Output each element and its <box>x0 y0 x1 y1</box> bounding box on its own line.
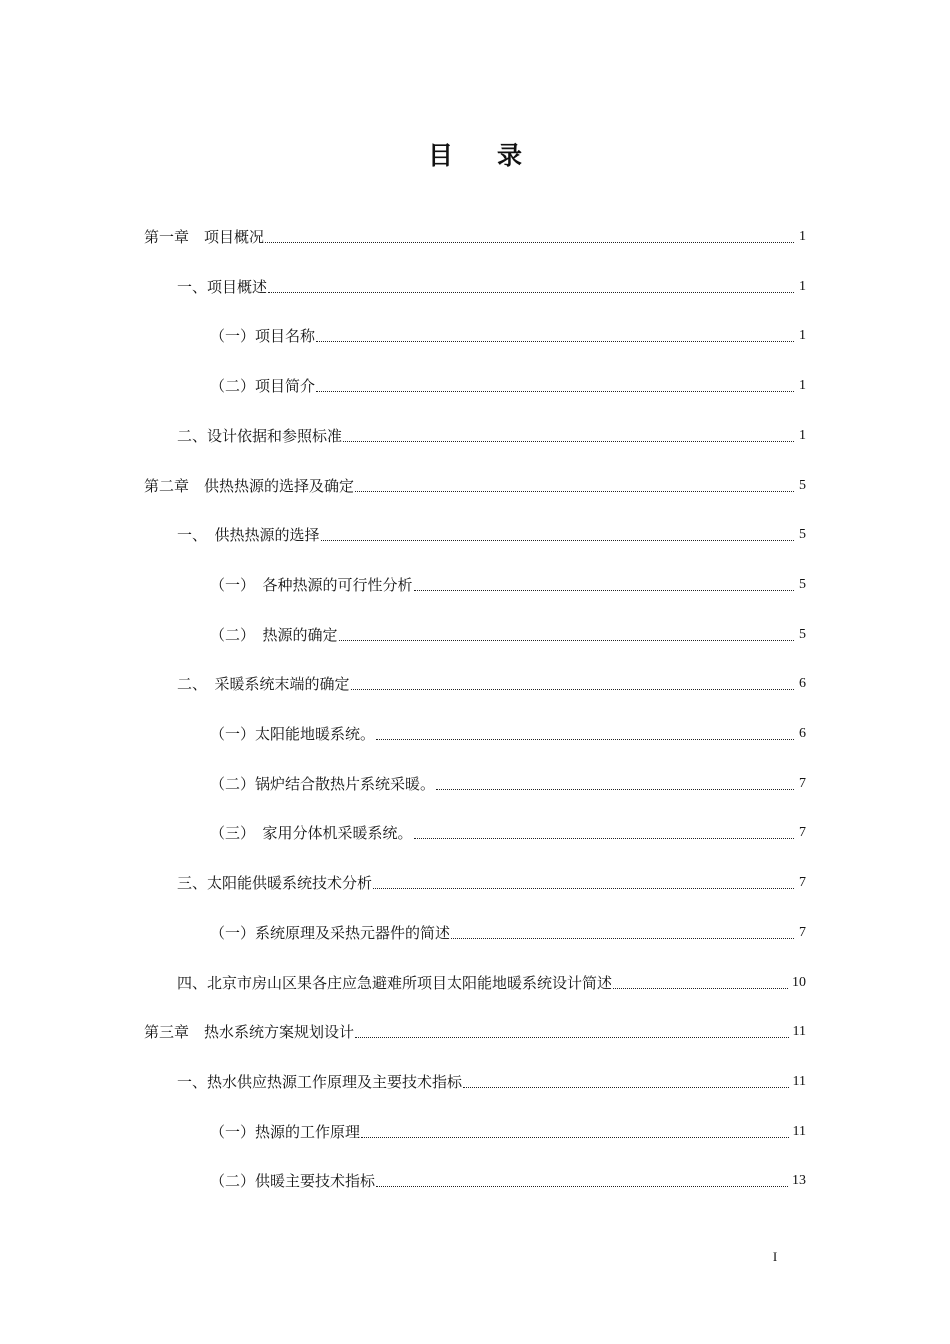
toc-entry-page: 11 <box>792 1124 806 1139</box>
toc-entry[interactable] <box>210 1121 806 1143</box>
toc-entry-title: （三） 家用分体机采暖系统。 <box>210 824 413 842</box>
dot-leader <box>436 788 794 790</box>
toc-entry[interactable] <box>210 624 806 646</box>
toc-entry-title: 一、项目概述 <box>177 278 268 296</box>
toc-entry-page: 6 <box>799 676 806 691</box>
dot-leader <box>373 887 794 889</box>
dot-leader <box>414 837 794 839</box>
toc-entry-title: 第二章 供热热源的选择及确定 <box>144 477 355 495</box>
dot-leader <box>268 291 794 293</box>
toc-entry-page: 7 <box>799 825 806 840</box>
toc-entry-title: （二）锅炉结合散热片系统采暖。 <box>210 775 436 793</box>
toc-entry[interactable] <box>177 972 806 994</box>
toc-entry[interactable] <box>210 922 806 944</box>
toc-entry-page: 11 <box>792 1024 806 1039</box>
toc-entry-title: 四、北京市房山区果各庄应急避难所项目太阳能地暖系统设计简述 <box>177 974 613 992</box>
toc-entry[interactable] <box>177 276 806 298</box>
toc-entry-title: 二、 采暖系统末端的确定 <box>177 675 350 693</box>
toc-entry-title: （二）供暖主要技术指标 <box>210 1172 376 1190</box>
toc-entry[interactable] <box>210 723 806 745</box>
toc-entry-title: 一、热水供应热源工作原理及主要技术指标 <box>177 1073 463 1091</box>
toc-entry[interactable] <box>177 673 806 695</box>
toc-entry[interactable] <box>177 1071 806 1093</box>
toc-entry[interactable] <box>177 872 806 894</box>
toc-entry-page: 1 <box>799 328 806 343</box>
toc-entry-page: 5 <box>799 527 806 542</box>
toc-entry-page: 11 <box>792 1074 806 1089</box>
toc-entry-title: （一） 各种热源的可行性分析 <box>210 576 413 594</box>
toc-entry-page: 13 <box>792 1173 806 1188</box>
toc-entry[interactable] <box>144 226 806 248</box>
toc-entry-page: 1 <box>799 428 806 443</box>
dot-leader <box>414 589 794 591</box>
toc-entry-page: 7 <box>799 875 806 890</box>
toc-entry-title: 第三章 热水系统方案规划设计 <box>144 1023 355 1041</box>
toc-entry-page: 5 <box>799 478 806 493</box>
dot-leader <box>339 639 794 641</box>
toc-entry-title: 二、设计依据和参照标准 <box>177 427 343 445</box>
dot-leader <box>316 390 794 392</box>
toc-entry-page: 1 <box>799 378 806 393</box>
toc-entry-title: 第一章 项目概况 <box>144 228 265 246</box>
toc-entry-title: （二） 热源的确定 <box>210 626 338 644</box>
toc-entry[interactable] <box>144 1021 806 1043</box>
toc-entry-title: 一、 供热热源的选择 <box>177 526 320 544</box>
toc-entry-page: 6 <box>799 726 806 741</box>
dot-leader <box>343 440 794 442</box>
toc-entry-title: （一）项目名称 <box>210 327 316 345</box>
toc-title: 目录 <box>427 141 566 170</box>
toc-entry[interactable] <box>210 822 806 844</box>
toc-entry-page: 5 <box>799 577 806 592</box>
dot-leader <box>265 241 794 243</box>
dot-leader <box>355 490 794 492</box>
toc-entry-page: 5 <box>799 627 806 642</box>
toc-entry-title: （二）项目简介 <box>210 377 316 395</box>
dot-leader <box>376 1185 788 1187</box>
toc-entry[interactable] <box>177 425 806 447</box>
toc-entry[interactable] <box>144 475 806 497</box>
toc-entry-page: 7 <box>799 925 806 940</box>
toc-entry[interactable] <box>177 524 806 546</box>
dot-leader <box>451 937 794 939</box>
dot-leader <box>361 1136 789 1138</box>
toc-entry-title: （一）太阳能地暖系统。 <box>210 725 376 743</box>
toc-entry-page: 10 <box>792 975 806 990</box>
toc-entry[interactable] <box>210 375 806 397</box>
toc-entry[interactable] <box>210 773 806 795</box>
dot-leader <box>351 688 794 690</box>
toc-entry-page: 1 <box>799 279 806 294</box>
toc-entry-title: （一）系统原理及采热元器件的简述 <box>210 924 451 942</box>
dot-leader <box>316 340 794 342</box>
toc-entry-title: 三、太阳能供暖系统技术分析 <box>177 874 373 892</box>
toc-entry[interactable] <box>210 325 806 347</box>
dot-leader <box>613 987 788 989</box>
dot-leader <box>376 738 794 740</box>
dot-leader <box>463 1086 789 1088</box>
toc-entry[interactable] <box>210 1170 806 1192</box>
toc-entry-page: 1 <box>799 229 806 244</box>
page-number: I <box>772 1249 778 1264</box>
dot-leader <box>321 539 794 541</box>
toc-entry-title: （一）热源的工作原理 <box>210 1123 361 1141</box>
dot-leader <box>355 1036 789 1038</box>
toc-entry-page: 7 <box>799 776 806 791</box>
toc-entry[interactable] <box>210 574 806 596</box>
